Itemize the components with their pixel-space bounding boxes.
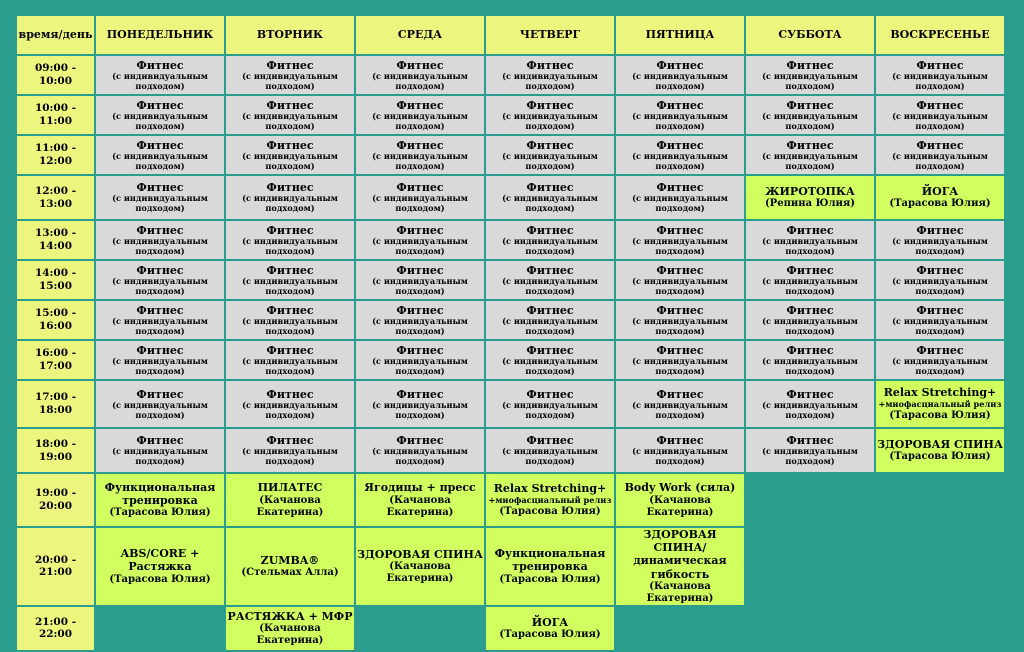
- class-cell: [96, 528, 224, 605]
- class-cell-fitness: [746, 136, 874, 174]
- class-cell-fitness: [486, 429, 614, 472]
- schedule-body: [17, 56, 1004, 650]
- class-note: (с индивидуальным подходом): [372, 110, 468, 131]
- class-cell-fitness: [226, 176, 354, 219]
- class-cell-fitness: [616, 96, 744, 134]
- class-note: (с индивидуальным подходом): [372, 315, 468, 336]
- empty-cell: [876, 607, 1004, 650]
- class-note: (с индивидуальным подходом): [632, 70, 728, 91]
- class-cell-fitness: [876, 341, 1004, 379]
- class-trainer: (Тарасова Юлия): [109, 573, 211, 585]
- class-name: Фитнес: [136, 98, 184, 112]
- time-slot: 15:00 - 16:00: [17, 301, 94, 339]
- class-name: Фитнес: [266, 303, 314, 317]
- class-cell-fitness: [616, 261, 744, 299]
- class-name: Фитнес: [656, 263, 704, 277]
- class-name: Фитнес: [656, 58, 704, 72]
- class-name: ЗДОРОВАЯ СПИНА/: [643, 528, 717, 555]
- class-cell-fitness: [616, 136, 744, 174]
- class-cell-fitness: [96, 301, 224, 339]
- class-name: Фитнес: [526, 303, 574, 317]
- class-cell-fitness: [876, 261, 1004, 299]
- empty-cell: [356, 607, 484, 650]
- class-note: (с индивидуальным подходом): [502, 275, 598, 296]
- class-cell-fitness: [356, 221, 484, 259]
- schedule-row: [17, 474, 1004, 526]
- class-cell-fitness: [226, 261, 354, 299]
- header-thursday: ЧЕТВЕРГ: [486, 16, 614, 54]
- class-name: Relax Stretching+: [493, 482, 607, 496]
- class-note: (с индивидуальным подходом): [502, 235, 598, 256]
- class-name: динамическая гибкость: [633, 554, 727, 581]
- class-cell-fitness: [616, 381, 744, 427]
- class-name: Фитнес: [396, 98, 444, 112]
- class-cell: [96, 474, 224, 526]
- schedule-row: [17, 429, 1004, 472]
- class-note: (с индивидуальным подходом): [632, 275, 728, 296]
- class-cell-fitness: [876, 136, 1004, 174]
- class-name: ЗДОРОВАЯ СПИНА: [877, 437, 1003, 451]
- class-name: Фитнес: [656, 181, 704, 195]
- class-name: Фитнес: [136, 58, 184, 72]
- class-note: (с индивидуальным подходом): [112, 275, 208, 296]
- class-cell: [486, 607, 614, 650]
- empty-cell: [746, 528, 874, 605]
- class-name: Фитнес: [786, 343, 834, 357]
- class-note: (с индивидуальным подходом): [632, 399, 728, 420]
- class-name: Функциональная: [494, 547, 606, 561]
- class-name: Фитнес: [266, 343, 314, 357]
- class-cell-fitness: [356, 341, 484, 379]
- class-cell-fitness: [616, 301, 744, 339]
- class-note: (с индивидуальным подходом): [502, 110, 598, 131]
- class-note: (с индивидуальным подходом): [502, 446, 598, 467]
- class-cell-fitness: [356, 136, 484, 174]
- class-note: (с индивидуальным подходом): [892, 110, 988, 131]
- class-note: (с индивидуальным подходом): [502, 150, 598, 171]
- class-cell: [876, 381, 1004, 427]
- class-name: Фитнес: [136, 138, 184, 152]
- class-name: Фитнес: [136, 223, 184, 237]
- empty-cell: [616, 607, 744, 650]
- class-trainer: (Качанова Екатерина): [256, 622, 324, 646]
- class-name: Фитнес: [136, 263, 184, 277]
- class-name: Фитнес: [916, 223, 964, 237]
- class-note: (с индивидуальным подходом): [372, 355, 468, 376]
- class-name: РАСТЯЖКА + МФР: [227, 609, 353, 623]
- class-name: Фитнес: [786, 387, 834, 401]
- empty-cell: [876, 528, 1004, 605]
- class-note: (с индивидуальным подходом): [112, 399, 208, 420]
- class-name: +миофасциальный релиз: [488, 494, 612, 505]
- class-name: Фитнес: [656, 387, 704, 401]
- class-name: Фитнес: [656, 434, 704, 448]
- class-trainer: (Качанова Екатерина): [646, 580, 714, 604]
- class-name: Фитнес: [526, 223, 574, 237]
- class-name: +миофасциальный релиз: [878, 398, 1002, 409]
- class-name: Фитнес: [266, 223, 314, 237]
- class-trainer: (Стельмах Алла): [241, 566, 339, 578]
- class-trainer: (Качанова Екатерина): [646, 494, 714, 518]
- class-note: (с индивидуальным подходом): [762, 315, 858, 336]
- class-note: (с индивидуальным подходом): [892, 235, 988, 256]
- class-name: Фитнес: [916, 58, 964, 72]
- class-cell-fitness: [876, 301, 1004, 339]
- class-name: Relax Stretching+: [883, 386, 997, 400]
- header-wednesday: СРЕДА: [356, 16, 484, 54]
- class-note: (с индивидуальным подходом): [112, 355, 208, 376]
- class-name: Фитнес: [266, 263, 314, 277]
- class-name: Фитнес: [396, 263, 444, 277]
- class-cell-fitness: [96, 56, 224, 94]
- time-slot: 11:00 - 12:00: [17, 136, 94, 174]
- class-name: Фитнес: [786, 303, 834, 317]
- class-trainer: (Качанова Екатерина): [386, 560, 454, 584]
- schedule-row: [17, 381, 1004, 427]
- class-trainer: (Тарасова Юлия): [889, 198, 991, 210]
- class-cell-fitness: [616, 429, 744, 472]
- class-name: Фитнес: [656, 223, 704, 237]
- time-slot: 17:00 - 18:00: [17, 381, 94, 427]
- class-name: Фитнес: [786, 223, 834, 237]
- class-note: (с индивидуальным подходом): [502, 355, 598, 376]
- class-cell-fitness: [226, 429, 354, 472]
- class-note: (с индивидуальным подходом): [242, 275, 338, 296]
- class-cell: [876, 429, 1004, 472]
- time-slot: 19:00 - 20:00: [17, 474, 94, 526]
- schedule-row: [17, 607, 1004, 650]
- class-cell-fitness: [96, 136, 224, 174]
- class-note: (с индивидуальным подходом): [242, 150, 338, 171]
- class-note: (с индивидуальным подходом): [762, 355, 858, 376]
- class-note: (с индивидуальным подходом): [502, 193, 598, 214]
- class-cell-fitness: [226, 96, 354, 134]
- class-note: (с индивидуальным подходом): [502, 399, 598, 420]
- class-note: (с индивидуальным подходом): [372, 275, 468, 296]
- class-name: Фитнес: [266, 138, 314, 152]
- class-cell-fitness: [616, 56, 744, 94]
- class-cell-fitness: [356, 429, 484, 472]
- class-cell-fitness: [746, 96, 874, 134]
- empty-cell: [746, 474, 874, 526]
- header-saturday: СУББОТА: [746, 16, 874, 54]
- class-cell-fitness: [876, 221, 1004, 259]
- class-note: (с индивидуальным подходом): [632, 355, 728, 376]
- class-name: Фитнес: [526, 98, 574, 112]
- schedule-row: [17, 341, 1004, 379]
- class-name: Фитнес: [786, 58, 834, 72]
- class-note: (с индивидуальным подходом): [242, 355, 338, 376]
- class-name: Фитнес: [656, 343, 704, 357]
- class-cell-fitness: [356, 56, 484, 94]
- class-name: Фитнес: [396, 303, 444, 317]
- class-name: Фитнес: [136, 181, 184, 195]
- class-cell-fitness: [226, 381, 354, 427]
- schedule-row: [17, 136, 1004, 174]
- class-cell-fitness: [96, 261, 224, 299]
- class-name: Фитнес: [916, 138, 964, 152]
- class-note: (с индивидуальным подходом): [372, 193, 468, 214]
- class-cell-fitness: [486, 136, 614, 174]
- class-name: Фитнес: [916, 303, 964, 317]
- class-note: (с индивидуальным подходом): [112, 150, 208, 171]
- class-name: ЗДОРОВАЯ СПИНА: [357, 547, 483, 561]
- class-name: ABS/CORE + Растяжка: [120, 547, 200, 574]
- schedule-row: [17, 56, 1004, 94]
- class-name: Функциональная: [104, 480, 216, 494]
- time-slot: 18:00 - 19:00: [17, 429, 94, 472]
- class-note: (с индивидуальным подходом): [632, 446, 728, 467]
- class-trainer: (Тарасова Юлия): [499, 628, 601, 640]
- class-name: Фитнес: [526, 434, 574, 448]
- class-trainer: (Репина Юлия): [764, 198, 856, 210]
- class-note: (с индивидуальным подходом): [242, 315, 338, 336]
- class-note: (с индивидуальным подходом): [112, 110, 208, 131]
- empty-cell: [876, 474, 1004, 526]
- class-note: (с индивидуальным подходом): [112, 315, 208, 336]
- class-cell-fitness: [96, 96, 224, 134]
- class-cell-fitness: [486, 301, 614, 339]
- class-cell: [876, 176, 1004, 219]
- class-cell-fitness: [96, 429, 224, 472]
- schedule-row: [17, 261, 1004, 299]
- class-cell-fitness: [616, 176, 744, 219]
- class-note: (с индивидуальным подходом): [242, 235, 338, 256]
- class-name: Фитнес: [266, 98, 314, 112]
- class-name: Фитнес: [396, 434, 444, 448]
- schedule-row: [17, 96, 1004, 134]
- class-cell-fitness: [356, 176, 484, 219]
- class-name: Фитнес: [136, 387, 184, 401]
- class-note: (с индивидуальным подходом): [632, 150, 728, 171]
- class-trainer: (Качанова Екатерина): [256, 494, 324, 518]
- class-name: Фитнес: [526, 387, 574, 401]
- class-name: Body Work (сила): [624, 481, 736, 495]
- class-cell-fitness: [226, 136, 354, 174]
- time-slot: 12:00 - 13:00: [17, 176, 94, 219]
- class-cell-fitness: [226, 221, 354, 259]
- class-note: (с индивидуальным подходом): [632, 315, 728, 336]
- class-note: (с индивидуальным подходом): [762, 150, 858, 171]
- header-monday: ПОНЕДЕЛЬНИК: [96, 16, 224, 54]
- class-name: Фитнес: [656, 138, 704, 152]
- class-name: Фитнес: [526, 138, 574, 152]
- class-cell-fitness: [746, 221, 874, 259]
- class-trainer: (Тарасова Юлия): [889, 451, 991, 463]
- class-note: (с индивидуальным подходом): [502, 70, 598, 91]
- class-name: Фитнес: [396, 387, 444, 401]
- class-cell-fitness: [486, 221, 614, 259]
- header-sunday: ВОСКРЕСЕНЬЕ: [876, 16, 1004, 54]
- class-name: ПИЛАТЕС: [257, 481, 323, 495]
- time-slot: 16:00 - 17:00: [17, 341, 94, 379]
- class-name: Фитнес: [396, 138, 444, 152]
- time-slot: 09:00 - 10:00: [17, 56, 94, 94]
- class-name: Фитнес: [136, 303, 184, 317]
- schedule-table: [15, 14, 1006, 652]
- class-cell: [486, 528, 614, 605]
- class-name: Фитнес: [266, 58, 314, 72]
- class-name: Фитнес: [526, 58, 574, 72]
- class-note: (с индивидуальным подходом): [892, 70, 988, 91]
- class-name: Фитнес: [786, 98, 834, 112]
- class-name: Фитнес: [136, 434, 184, 448]
- class-name: Фитнес: [526, 263, 574, 277]
- class-name: Фитнес: [526, 181, 574, 195]
- class-name: Фитнес: [396, 58, 444, 72]
- class-trainer: (Качанова Екатерина): [386, 494, 454, 518]
- class-name: Фитнес: [786, 263, 834, 277]
- class-name: Фитнес: [266, 434, 314, 448]
- time-slot: 10:00 - 11:00: [17, 96, 94, 134]
- class-note: (с индивидуальным подходом): [892, 315, 988, 336]
- class-name: Фитнес: [916, 263, 964, 277]
- class-cell-fitness: [746, 56, 874, 94]
- schedule-row: [17, 528, 1004, 605]
- class-note: (с индивидуальным подходом): [892, 355, 988, 376]
- class-name: Фитнес: [136, 343, 184, 357]
- class-cell-fitness: [356, 261, 484, 299]
- class-cell: [356, 528, 484, 605]
- class-cell-fitness: [746, 301, 874, 339]
- class-note: (с индивидуальным подходом): [632, 193, 728, 214]
- class-name: Фитнес: [266, 181, 314, 195]
- class-note: (с индивидуальным подходом): [372, 235, 468, 256]
- class-cell: [356, 474, 484, 526]
- time-slot: 20:00 - 21:00: [17, 528, 94, 605]
- class-note: (с индивидуальным подходом): [762, 446, 858, 467]
- header-row: [17, 16, 1004, 54]
- class-name: Ягодицы + пресс: [364, 481, 476, 495]
- class-cell-fitness: [746, 341, 874, 379]
- class-cell-fitness: [96, 381, 224, 427]
- class-name: Фитнес: [916, 98, 964, 112]
- class-note: (с индивидуальным подходом): [242, 70, 338, 91]
- class-cell: [226, 528, 354, 605]
- header-tuesday: ВТОРНИК: [226, 16, 354, 54]
- class-cell-fitness: [486, 176, 614, 219]
- class-note: (с индивидуальным подходом): [762, 110, 858, 131]
- class-name: ЖИРОТОПКА: [765, 184, 855, 198]
- class-name: Фитнес: [396, 223, 444, 237]
- class-cell-fitness: [876, 56, 1004, 94]
- class-cell-fitness: [486, 381, 614, 427]
- class-cell-fitness: [226, 56, 354, 94]
- class-name: Фитнес: [786, 434, 834, 448]
- class-cell-fitness: [356, 381, 484, 427]
- class-name: ЙОГА: [531, 615, 569, 629]
- class-cell: [616, 474, 744, 526]
- class-name: Фитнес: [526, 343, 574, 357]
- class-note: (с индивидуальным подходом): [372, 446, 468, 467]
- class-cell: [226, 474, 354, 526]
- class-note: (с индивидуальным подходом): [372, 399, 468, 420]
- class-cell: [226, 607, 354, 650]
- class-note: (с индивидуальным подходом): [502, 315, 598, 336]
- class-trainer: (Тарасова Юлия): [499, 505, 601, 517]
- schedule-row: [17, 221, 1004, 259]
- time-slot: 13:00 - 14:00: [17, 221, 94, 259]
- class-note: (с индивидуальным подходом): [762, 399, 858, 420]
- class-name: ЙОГА: [921, 184, 959, 198]
- class-note: (с индивидуальным подходом): [632, 235, 728, 256]
- class-cell-fitness: [96, 176, 224, 219]
- class-cell: [746, 176, 874, 219]
- class-name: ZUMBA®: [260, 553, 320, 567]
- class-cell: [486, 474, 614, 526]
- class-cell-fitness: [486, 96, 614, 134]
- time-slot: 21:00 - 22:00: [17, 607, 94, 650]
- class-note: (с индивидуальным подходом): [892, 150, 988, 171]
- class-name: Фитнес: [396, 181, 444, 195]
- class-cell-fitness: [226, 301, 354, 339]
- class-note: (с индивидуальным подходом): [242, 110, 338, 131]
- class-name: тренировка: [122, 494, 198, 507]
- time-slot: 14:00 - 15:00: [17, 261, 94, 299]
- class-note: (с индивидуальным подходом): [242, 446, 338, 467]
- class-cell-fitness: [96, 341, 224, 379]
- class-trainer: (Тарасова Юлия): [499, 573, 601, 585]
- class-cell: [616, 528, 744, 605]
- class-cell-fitness: [746, 261, 874, 299]
- class-note: (с индивидуальным подходом): [372, 150, 468, 171]
- class-note: (с индивидуальным подходом): [762, 235, 858, 256]
- class-name: тренировка: [512, 560, 588, 574]
- class-note: (с индивидуальным подходом): [242, 193, 338, 214]
- class-name: Фитнес: [396, 343, 444, 357]
- class-name: Фитнес: [656, 98, 704, 112]
- class-cell-fitness: [356, 96, 484, 134]
- class-name: Фитнес: [916, 343, 964, 357]
- class-note: (с индивидуальным подходом): [112, 235, 208, 256]
- class-name: Фитнес: [656, 303, 704, 317]
- class-cell-fitness: [616, 221, 744, 259]
- class-cell-fitness: [616, 341, 744, 379]
- header-friday: ПЯТНИЦА: [616, 16, 744, 54]
- class-cell-fitness: [226, 341, 354, 379]
- class-trainer: (Тарасова Юлия): [109, 507, 211, 519]
- class-note: (с индивидуальным подходом): [632, 110, 728, 131]
- class-name: Фитнес: [266, 387, 314, 401]
- class-note: (с индивидуальным подходом): [762, 70, 858, 91]
- class-note: (с индивидуальным подходом): [762, 275, 858, 296]
- class-note: (с индивидуальным подходом): [112, 446, 208, 467]
- class-cell-fitness: [486, 341, 614, 379]
- class-cell-fitness: [96, 221, 224, 259]
- class-note: (с индивидуальным подходом): [242, 399, 338, 420]
- class-cell-fitness: [876, 96, 1004, 134]
- class-cell-fitness: [746, 429, 874, 472]
- class-name: Фитнес: [786, 138, 834, 152]
- header-time: время/день: [17, 16, 94, 54]
- class-note: (с индивидуальным подходом): [112, 193, 208, 214]
- class-cell-fitness: [746, 381, 874, 427]
- class-cell-fitness: [486, 261, 614, 299]
- class-cell-fitness: [486, 56, 614, 94]
- schedule-row: [17, 176, 1004, 219]
- empty-cell: [746, 607, 874, 650]
- schedule-row: [17, 301, 1004, 339]
- empty-cell: [96, 607, 224, 650]
- class-note: (с индивидуальным подходом): [372, 70, 468, 91]
- class-cell-fitness: [356, 301, 484, 339]
- class-trainer: (Тарасова Юлия): [889, 409, 991, 421]
- class-note: (с индивидуальным подходом): [112, 70, 208, 91]
- class-note: (с индивидуальным подходом): [892, 275, 988, 296]
